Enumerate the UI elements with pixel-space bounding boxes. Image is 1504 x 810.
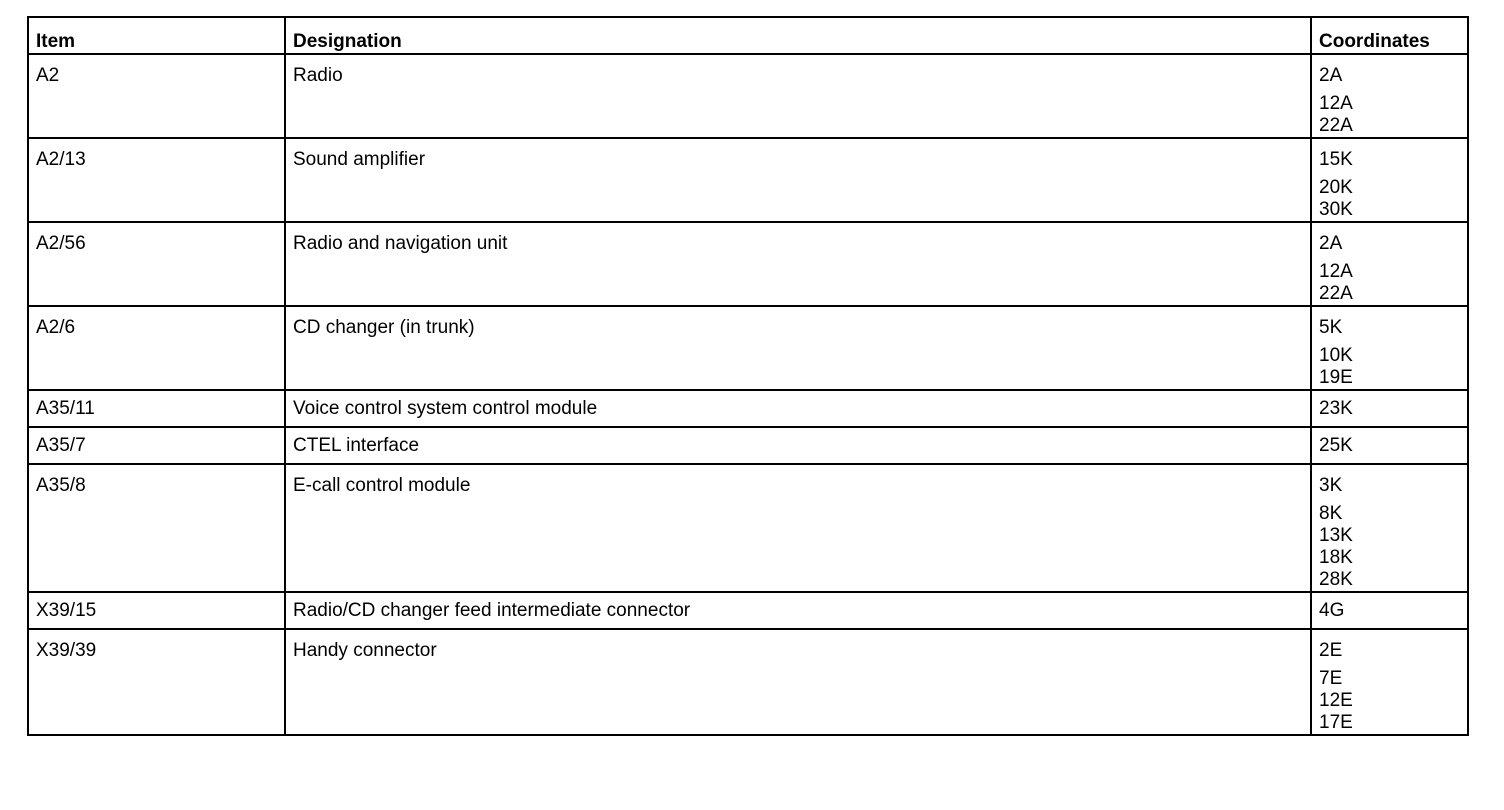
cell-designation: Radio <box>285 54 1311 138</box>
coordinate-list <box>1319 233 1461 305</box>
coordinate-value: 12E <box>1319 690 1353 711</box>
cell-designation: E-call control module <box>285 464 1311 592</box>
cell-designation: Voice control system control module <box>285 390 1311 427</box>
table-row <box>28 629 1468 735</box>
coordinate-value: 4G <box>1319 600 1345 621</box>
cell-designation: CD changer (in trunk) <box>285 306 1311 390</box>
cell-designation: CTEL interface <box>285 427 1311 464</box>
coordinate-value: 22A <box>1319 283 1353 304</box>
coordinate-value: 7E <box>1319 668 1343 689</box>
cell-coordinates <box>1311 222 1468 306</box>
coordinate-list <box>1319 317 1461 389</box>
table-row <box>28 222 1468 306</box>
coordinate-value: 5K <box>1319 317 1343 338</box>
coordinate-value: 22A <box>1319 115 1353 136</box>
table-row <box>28 54 1468 138</box>
table-row <box>28 138 1468 222</box>
header-coordinates: Coordinates <box>1311 17 1468 54</box>
coordinate-value: 12A <box>1319 261 1353 282</box>
coordinate-list <box>1319 398 1461 420</box>
header-item: Item <box>28 17 285 54</box>
component-table <box>27 16 1469 736</box>
coordinate-list <box>1319 475 1461 591</box>
coordinate-list <box>1319 65 1461 137</box>
coordinate-value: 19E <box>1319 367 1353 388</box>
coordinate-value: 2A <box>1319 233 1343 254</box>
coordinate-value: 12A <box>1319 93 1353 114</box>
cell-item: X39/15 <box>28 592 285 629</box>
cell-coordinates <box>1311 629 1468 735</box>
cell-item: A2 <box>28 54 285 138</box>
table-row <box>28 427 1468 464</box>
table-row <box>28 464 1468 592</box>
cell-item: A2/6 <box>28 306 285 390</box>
coordinate-value: 30K <box>1319 199 1353 220</box>
coordinate-list <box>1319 149 1461 221</box>
cell-designation: Sound amplifier <box>285 138 1311 222</box>
coordinate-value: 3K <box>1319 475 1343 496</box>
coordinate-value: 2A <box>1319 65 1343 86</box>
cell-item: A35/11 <box>28 390 285 427</box>
table-row <box>28 390 1468 427</box>
cell-coordinates <box>1311 54 1468 138</box>
coordinate-list <box>1319 600 1461 622</box>
coordinate-value: 8K <box>1319 503 1343 524</box>
cell-item: A35/7 <box>28 427 285 464</box>
coordinate-value: 13K <box>1319 525 1353 546</box>
cell-designation: Radio/CD changer feed intermediate connector <box>285 592 1311 629</box>
cell-coordinates <box>1311 390 1468 427</box>
cell-coordinates <box>1311 306 1468 390</box>
coordinate-value: 2E <box>1319 640 1343 661</box>
coordinate-value: 28K <box>1319 569 1353 590</box>
coordinate-value: 10K <box>1319 345 1353 366</box>
coordinate-value: 18K <box>1319 547 1353 568</box>
coordinate-list <box>1319 435 1461 457</box>
cell-item: A2/56 <box>28 222 285 306</box>
table-body <box>28 54 1468 735</box>
header-designation: Designation <box>285 17 1311 54</box>
cell-coordinates <box>1311 464 1468 592</box>
cell-coordinates <box>1311 427 1468 464</box>
table-row <box>28 592 1468 629</box>
cell-coordinates <box>1311 592 1468 629</box>
cell-item: X39/39 <box>28 629 285 735</box>
table-row <box>28 306 1468 390</box>
cell-coordinates <box>1311 138 1468 222</box>
component-table-container <box>27 16 1467 736</box>
cell-designation: Handy connector <box>285 629 1311 735</box>
coordinate-value: 20K <box>1319 177 1353 198</box>
cell-item: A35/8 <box>28 464 285 592</box>
table-header-row <box>28 17 1468 54</box>
coordinate-value: 15K <box>1319 149 1353 170</box>
coordinate-value: 17E <box>1319 712 1353 733</box>
coordinate-value: 25K <box>1319 435 1353 456</box>
coordinate-list <box>1319 640 1461 734</box>
cell-item: A2/13 <box>28 138 285 222</box>
cell-designation: Radio and navigation unit <box>285 222 1311 306</box>
coordinate-value: 23K <box>1319 398 1353 419</box>
